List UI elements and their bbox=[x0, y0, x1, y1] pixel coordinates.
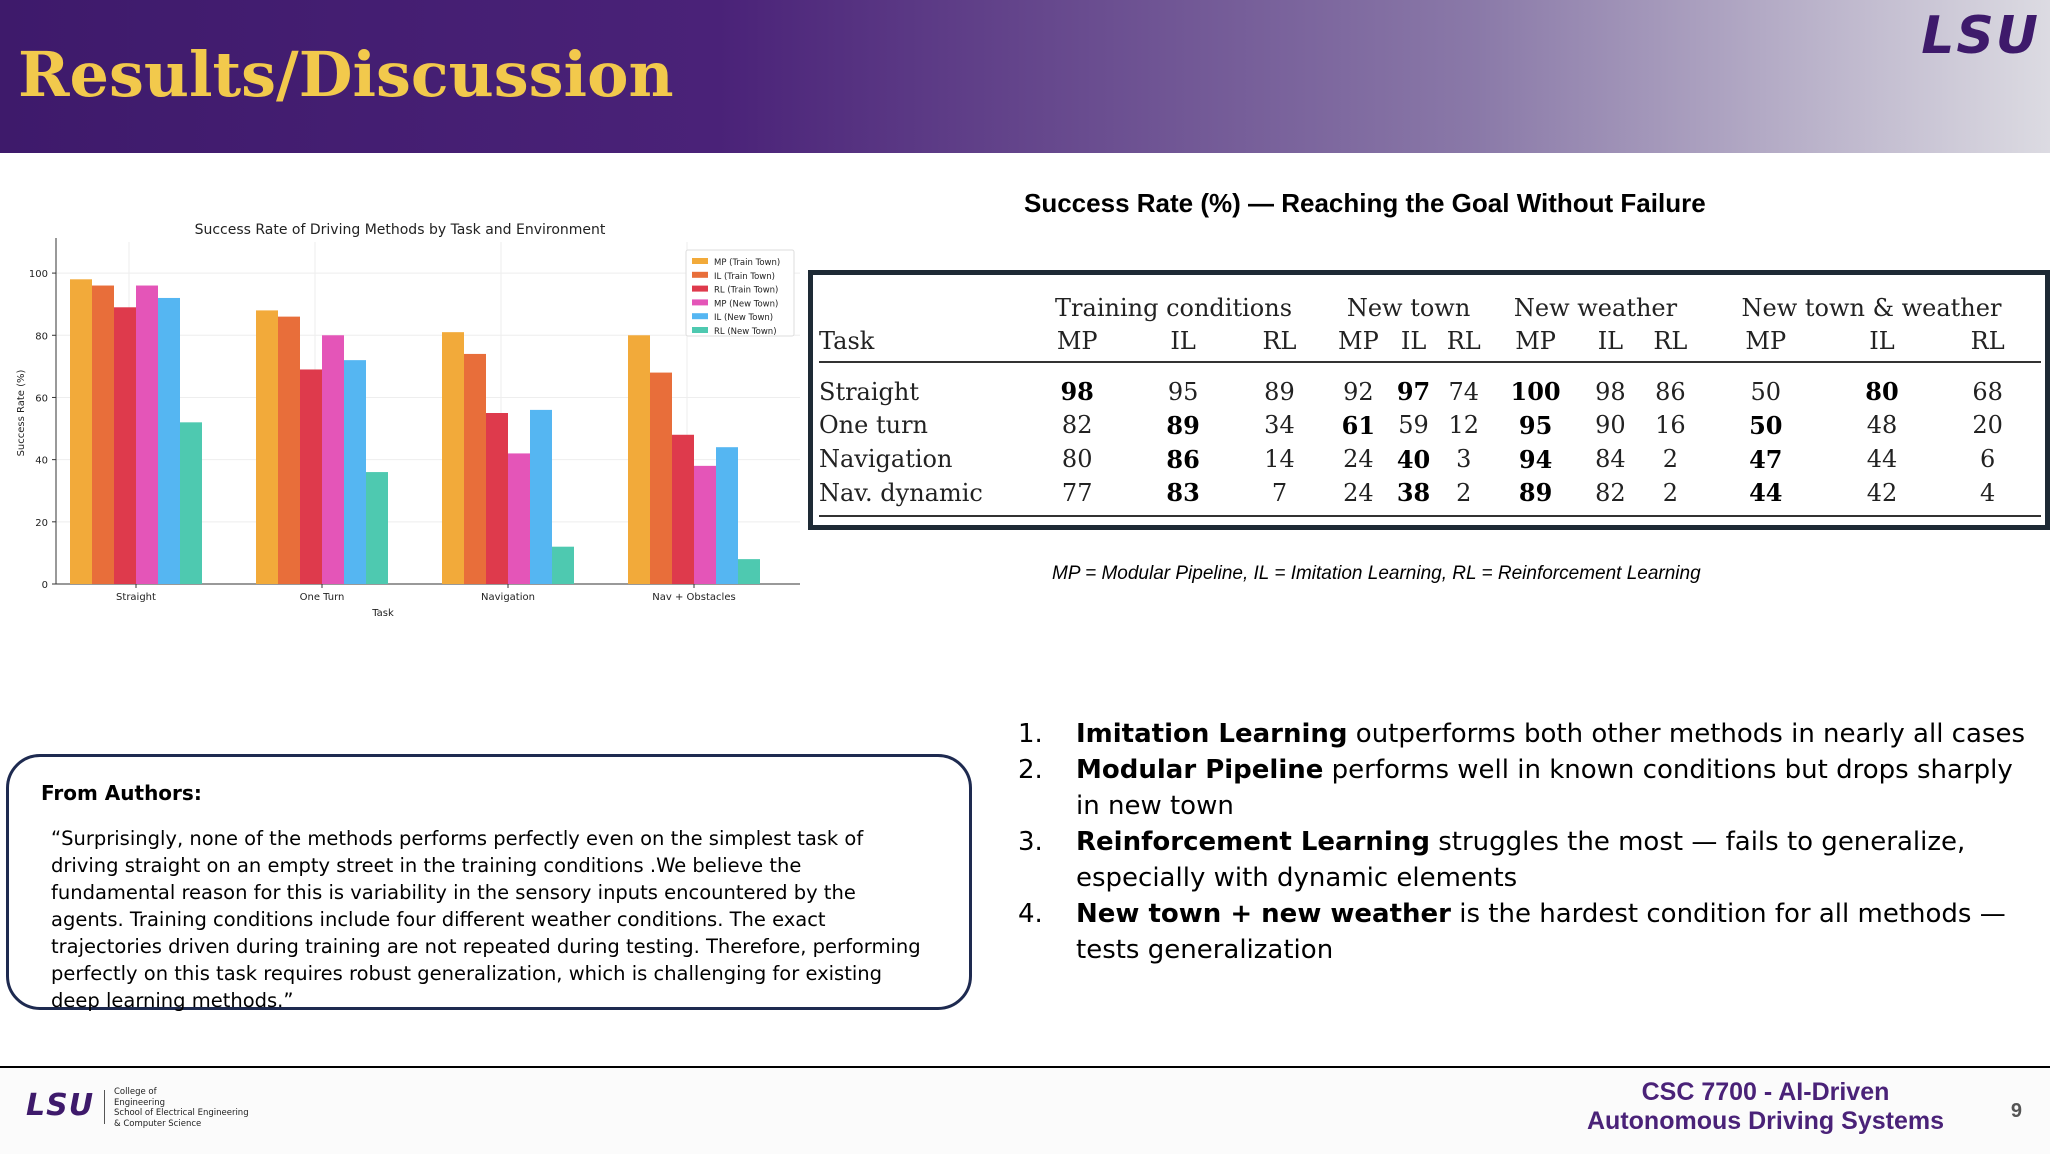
finding-text: is the hardest condition for all methods — tests generalization bbox=[1076, 899, 2006, 965]
finding-lead: Reinforcement Learning bbox=[1076, 827, 1430, 857]
x-tick-label: One Turn bbox=[299, 592, 345, 603]
table-title: Success Rate (%) — Reaching the Goal Without Failure bbox=[1024, 188, 1706, 218]
method-header: RL bbox=[1639, 325, 1702, 362]
y-tick-label: 100 bbox=[28, 269, 48, 281]
table-cell: 16 bbox=[1655, 411, 1686, 439]
x-tick-label: Straight bbox=[116, 592, 156, 603]
table-cell: 59 bbox=[1398, 411, 1429, 439]
legend-entry: IL (New Town) bbox=[714, 313, 774, 324]
bar bbox=[508, 453, 530, 584]
table-cell: 7 bbox=[1231, 476, 1328, 516]
table-cell: 6 bbox=[1980, 445, 1996, 473]
legend-entry: IL (Train Town) bbox=[714, 271, 775, 282]
results-table-box bbox=[808, 270, 2050, 530]
x-tick-label: Navigation bbox=[481, 592, 535, 603]
bar bbox=[628, 335, 650, 584]
method-header: MP bbox=[1702, 325, 1830, 362]
table-cell: 48 bbox=[1866, 411, 1898, 439]
bar bbox=[464, 354, 486, 584]
chart-title: Success Rate of Driving Methods by Task and Environment bbox=[194, 222, 606, 238]
y-tick-label: 0 bbox=[41, 580, 48, 591]
table-cell: 95 bbox=[1518, 410, 1553, 440]
finding-lead: Modular Pipeline bbox=[1076, 755, 1324, 785]
table-cell: 40 bbox=[1396, 444, 1431, 474]
y-tick-label: 20 bbox=[35, 517, 48, 529]
y-tick-label: 80 bbox=[35, 331, 48, 343]
table-cell: 2 bbox=[1662, 445, 1678, 473]
finding-number: 4. bbox=[1018, 899, 1043, 929]
legend-entry: MP (New Town) bbox=[714, 299, 779, 310]
legend-entry: MP (Train Town) bbox=[714, 258, 781, 268]
finding-text: performs well in known conditions but drops sharply in new town bbox=[1076, 755, 2013, 821]
table-cell: 89 bbox=[1166, 410, 1200, 440]
legend-swatch bbox=[692, 327, 708, 333]
table-cell: 44 bbox=[1866, 445, 1898, 473]
table-cell: 38 bbox=[1389, 476, 1439, 516]
table-row bbox=[819, 476, 2041, 516]
x-axis-label: Task bbox=[372, 608, 394, 619]
bar bbox=[486, 413, 508, 584]
table-cell: 86 bbox=[1655, 377, 1686, 406]
findings-list bbox=[1018, 716, 2028, 968]
authors-title: From Authors: bbox=[41, 781, 202, 805]
table-cell: 4 bbox=[1934, 476, 2041, 516]
table-cell: 12 bbox=[1448, 411, 1480, 439]
footer-school-name bbox=[114, 1087, 249, 1129]
bar bbox=[114, 307, 136, 584]
group-header: Training conditions bbox=[1055, 294, 1293, 322]
legend-swatch bbox=[692, 258, 708, 264]
title-banner bbox=[0, 0, 2050, 153]
table-row bbox=[819, 408, 2041, 442]
finding-item bbox=[1018, 896, 2028, 968]
table-cell: 44 bbox=[1702, 476, 1830, 516]
method-header: MP bbox=[1019, 325, 1135, 362]
course-line-2: Autonomous Driving Systems bbox=[1587, 1107, 1944, 1135]
lsu-logo: LSU bbox=[1921, 6, 2040, 66]
bar bbox=[650, 373, 672, 584]
table-cell: 34 bbox=[1264, 411, 1295, 439]
table-cell: 80 bbox=[1061, 445, 1093, 473]
table-cell: 86 bbox=[1166, 444, 1200, 474]
school-line: College of bbox=[114, 1087, 157, 1097]
table-cell: 98 bbox=[1060, 377, 1094, 406]
table-cell: 24 bbox=[1343, 445, 1374, 473]
table-cell: 50 bbox=[1750, 377, 1782, 406]
legend-entry: RL (New Town) bbox=[714, 327, 777, 337]
table-cell: 82 bbox=[1061, 411, 1093, 439]
slide-title: Results/Discussion bbox=[18, 38, 674, 111]
group-header: New town bbox=[1346, 294, 1471, 322]
y-tick-label: 40 bbox=[35, 455, 48, 467]
legend-swatch bbox=[692, 313, 708, 319]
school-line: & Computer Science bbox=[114, 1118, 202, 1129]
bar bbox=[300, 369, 322, 584]
bar bbox=[322, 335, 344, 584]
table-cell: 92 bbox=[1343, 377, 1374, 406]
method-header: IL bbox=[1830, 325, 1935, 362]
finding-number: 2. bbox=[1018, 755, 1043, 785]
footer-logo-divider bbox=[104, 1090, 105, 1124]
finding-item bbox=[1018, 824, 2028, 896]
school-line: School of Electrical Engineering bbox=[114, 1108, 249, 1118]
finding-text: struggles the most — fails to generalize, especially with dynamic elements bbox=[1076, 827, 1966, 893]
table-cell: 82 bbox=[1582, 476, 1639, 516]
finding-number: 3. bbox=[1018, 827, 1043, 857]
x-tick-label: Nav + Obstacles bbox=[652, 592, 736, 603]
sub-header-row bbox=[819, 325, 2041, 362]
legend-entry: RL (Train Town) bbox=[714, 285, 779, 296]
group-header-row bbox=[819, 289, 2041, 325]
table-cell: 74 bbox=[1448, 377, 1480, 406]
finding-text: outperforms both other methods in nearly all cases bbox=[1347, 719, 2025, 749]
method-header: RL bbox=[1934, 325, 2041, 362]
legend-swatch bbox=[692, 299, 708, 305]
method-header: IL bbox=[1389, 325, 1439, 362]
table-cell: 61 bbox=[1341, 410, 1376, 440]
finding-lead: Imitation Learning bbox=[1076, 719, 1348, 749]
bar bbox=[716, 447, 738, 584]
bar bbox=[442, 332, 464, 584]
bar bbox=[278, 317, 300, 584]
header-spacer bbox=[819, 289, 1019, 325]
school-line: Engineering bbox=[114, 1097, 165, 1108]
task-name: Navigation bbox=[819, 445, 953, 473]
task-name: One turn bbox=[819, 411, 928, 439]
finding-number: 1. bbox=[1018, 719, 1043, 749]
abbreviation-note: MP = Modular Pipeline, IL = Imitation Learning, RL = Reinforcement Learning bbox=[1052, 563, 1701, 584]
results-table bbox=[819, 289, 2041, 517]
task-name: Nav. dynamic bbox=[819, 476, 1019, 516]
table-cell: 89 bbox=[1489, 476, 1582, 516]
table-cell: 94 bbox=[1518, 444, 1553, 474]
page-number: 9 bbox=[2010, 1100, 2022, 1122]
table-cell: 100 bbox=[1510, 377, 1561, 406]
table-cell: 2 bbox=[1438, 476, 1489, 516]
table-cell: 77 bbox=[1019, 476, 1135, 516]
table-cell: 50 bbox=[1749, 410, 1783, 440]
bar bbox=[256, 310, 278, 584]
method-header: IL bbox=[1135, 325, 1230, 362]
bar bbox=[70, 279, 92, 584]
authors-quote: “Surprisingly, none of the methods performs perfectly even on the simplest task of driving straight on an empty street in the training conditions .We believe the fundamental reason for this is variability in the sensory inputs encountered by the agents. Training conditions include four different weather conditions. The exact trajectories driven during training are not repeated during testing. Therefore, performing perfectly on this task requires robust generalization, which is challenging for existing deep learning methods.” bbox=[51, 827, 921, 1012]
table-cell: 89 bbox=[1264, 377, 1295, 406]
bar bbox=[530, 410, 552, 584]
table-cell: 47 bbox=[1749, 444, 1783, 474]
y-tick-label: 60 bbox=[35, 393, 48, 405]
table-row bbox=[819, 442, 2041, 476]
task-name: Straight bbox=[819, 377, 920, 406]
table-cell: 68 bbox=[1972, 377, 2003, 406]
table-cell: 24 bbox=[1328, 476, 1389, 516]
table-cell: 84 bbox=[1595, 445, 1626, 473]
bar bbox=[92, 286, 114, 584]
method-header: RL bbox=[1438, 325, 1489, 362]
bar bbox=[344, 360, 366, 584]
course-title bbox=[1587, 1078, 1944, 1136]
method-header: MP bbox=[1328, 325, 1389, 362]
finding-lead: New town + new weather bbox=[1076, 899, 1451, 929]
table-cell: 95 bbox=[1167, 377, 1199, 406]
table-cell: 90 bbox=[1595, 411, 1626, 439]
bar bbox=[136, 286, 158, 584]
bar bbox=[158, 298, 180, 584]
table-cell: 20 bbox=[1972, 411, 2003, 439]
authors-quote-box bbox=[6, 754, 972, 1010]
course-line-1: CSC 7700 - AI-Driven bbox=[1641, 1078, 1890, 1106]
legend-swatch bbox=[692, 286, 708, 292]
method-header: IL bbox=[1582, 325, 1639, 362]
group-header: New town & weather bbox=[1741, 294, 2002, 322]
y-axis-label: Success Rate (%) bbox=[16, 369, 27, 457]
footer-lsu-logo: LSU bbox=[26, 1088, 95, 1123]
legend-swatch bbox=[692, 272, 708, 278]
table-cell: 97 bbox=[1396, 377, 1431, 406]
method-header: RL bbox=[1231, 325, 1328, 362]
method-header: MP bbox=[1489, 325, 1582, 362]
finding-item bbox=[1018, 752, 2028, 824]
chart-canvas bbox=[0, 212, 810, 632]
table-cell: 3 bbox=[1456, 445, 1472, 473]
bar bbox=[738, 559, 760, 584]
finding-item bbox=[1018, 716, 2028, 752]
table-cell: 98 bbox=[1595, 377, 1626, 406]
table-cell: 80 bbox=[1865, 377, 1899, 406]
table-cell: 42 bbox=[1830, 476, 1935, 516]
task-header: Task bbox=[819, 325, 1019, 362]
table-cell: 83 bbox=[1135, 476, 1230, 516]
bar bbox=[694, 466, 716, 584]
table-cell: 14 bbox=[1264, 445, 1295, 473]
bar bbox=[366, 472, 388, 584]
table-cell: 2 bbox=[1639, 476, 1702, 516]
bar bbox=[180, 422, 202, 584]
bar-chart bbox=[0, 212, 810, 632]
group-header: New weather bbox=[1513, 294, 1678, 322]
bar bbox=[672, 435, 694, 584]
bar bbox=[552, 547, 574, 584]
table-row bbox=[819, 362, 2041, 408]
